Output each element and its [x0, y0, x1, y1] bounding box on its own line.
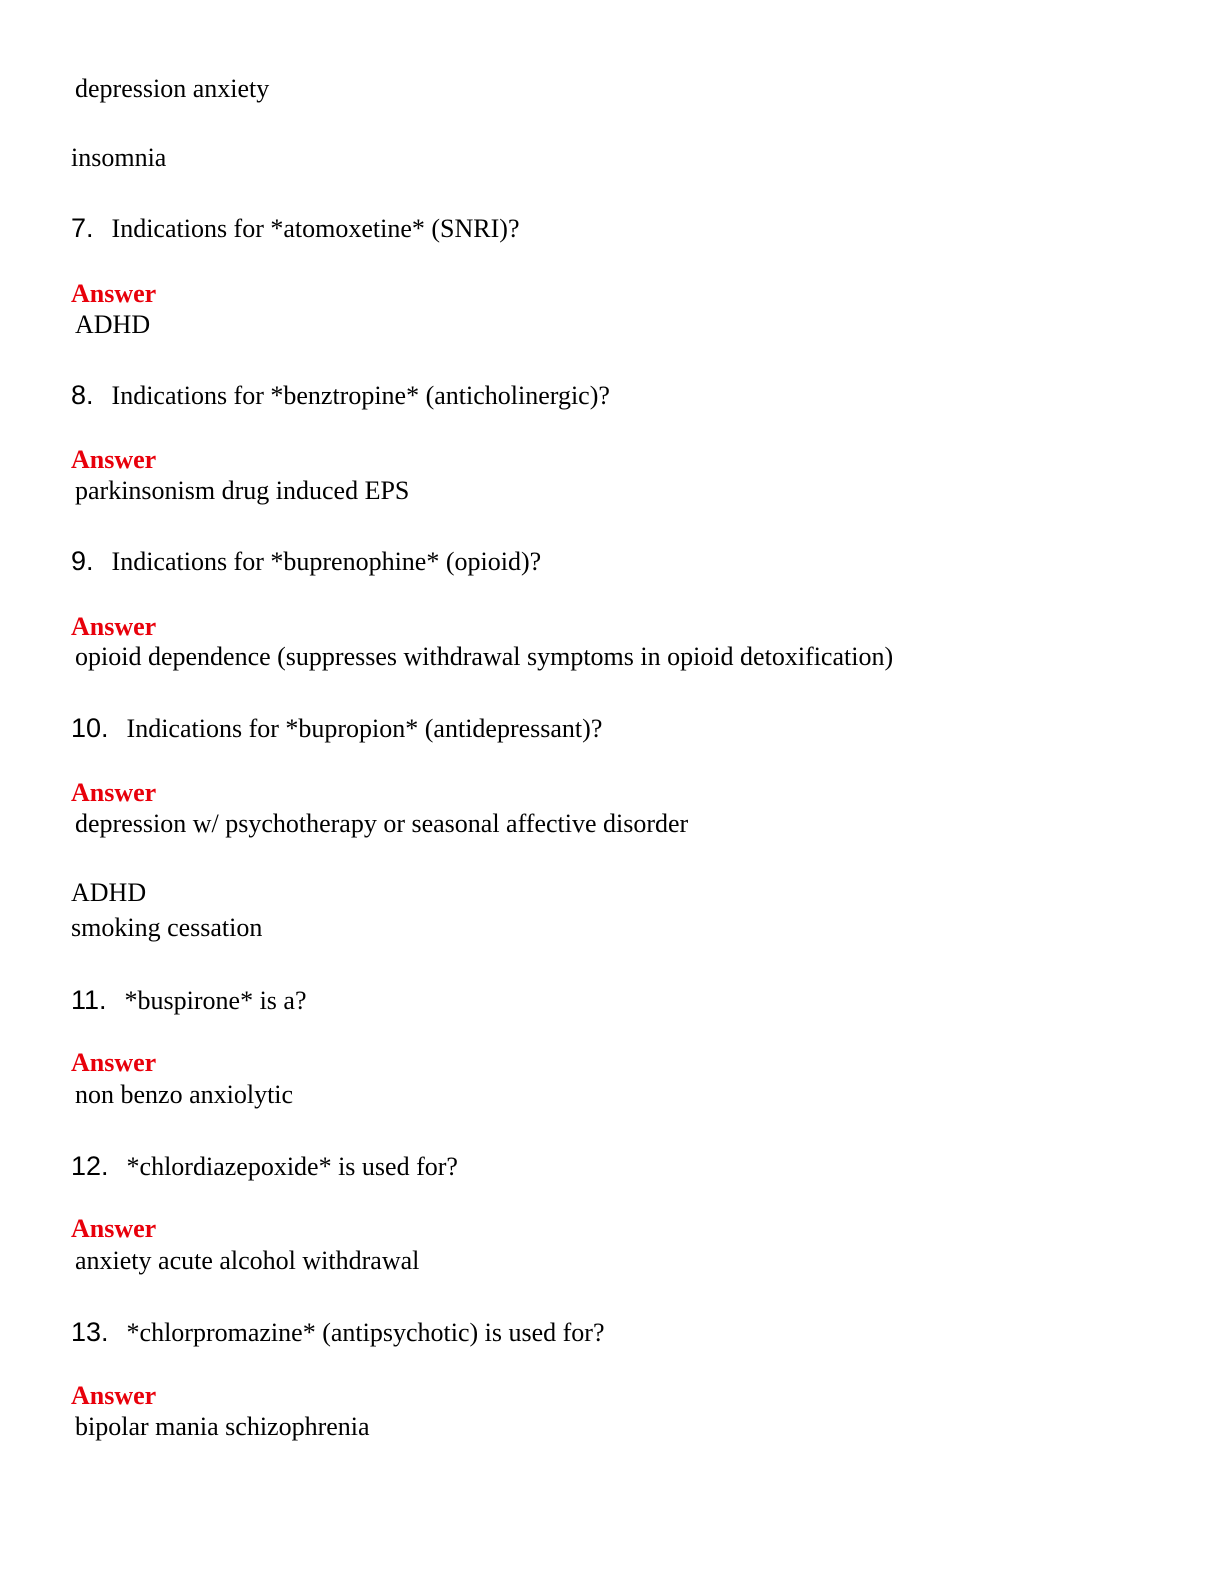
- question-9: [71, 546, 541, 577]
- answer-label: Answer: [71, 1048, 157, 1077]
- answer-text-line: parkinsonism drug induced EPS: [75, 476, 410, 505]
- question-7: [71, 213, 519, 244]
- question-number: 8.: [71, 380, 94, 410]
- question-11: [71, 985, 307, 1016]
- question-number: 13.: [71, 1317, 109, 1347]
- answer-text-line: non benzo anxiolytic: [75, 1080, 294, 1109]
- answer-text-line: opioid dependence (suppresses withdrawal symptoms in opioid detoxification): [75, 642, 894, 671]
- question-text: *chlordiazepoxide* is used for?: [126, 1152, 458, 1181]
- question-8: [71, 380, 610, 411]
- answer-label: Answer: [71, 445, 157, 474]
- question-text: Indications for *benztropine* (anticholinergic)?: [111, 381, 610, 410]
- question-13: [71, 1317, 605, 1348]
- question-text: *buspirone* is a?: [124, 986, 307, 1015]
- answer-text-line: depression w/ psychotherapy or seasonal affective disorder: [75, 809, 689, 838]
- answer-text-line: smoking cessation: [71, 913, 263, 942]
- question-text: *chlorpromazine* (antipsychotic) is used for?: [126, 1318, 605, 1347]
- answer-text-line: anxiety acute alcohol withdrawal: [75, 1246, 420, 1275]
- question-number: 11.: [71, 985, 107, 1015]
- question-10: [71, 713, 602, 744]
- answer-label: Answer: [71, 279, 157, 308]
- answer-text-line: ADHD: [71, 878, 147, 907]
- question-text: Indications for *bupropion* (antidepressant)?: [126, 714, 603, 743]
- question-text: Indications for *atomoxetine* (SNRI)?: [111, 214, 520, 243]
- question-12: [71, 1151, 458, 1182]
- question-number: 12.: [71, 1151, 109, 1181]
- answer-label: Answer: [71, 1214, 157, 1243]
- question-number: 10.: [71, 713, 109, 743]
- question-number: 7.: [71, 213, 94, 243]
- question-text: Indications for *buprenophine* (opioid)?: [111, 547, 542, 576]
- answer-label: Answer: [71, 1381, 157, 1410]
- question-number: 9.: [71, 546, 94, 576]
- answer-text-line: ADHD: [75, 310, 151, 339]
- answer-text-line: insomnia: [71, 143, 167, 172]
- answer-text-line: depression anxiety: [75, 74, 270, 103]
- answer-text-line: bipolar mania schizophrenia: [75, 1412, 370, 1441]
- answer-label: Answer: [71, 778, 157, 807]
- answer-label: Answer: [71, 612, 157, 641]
